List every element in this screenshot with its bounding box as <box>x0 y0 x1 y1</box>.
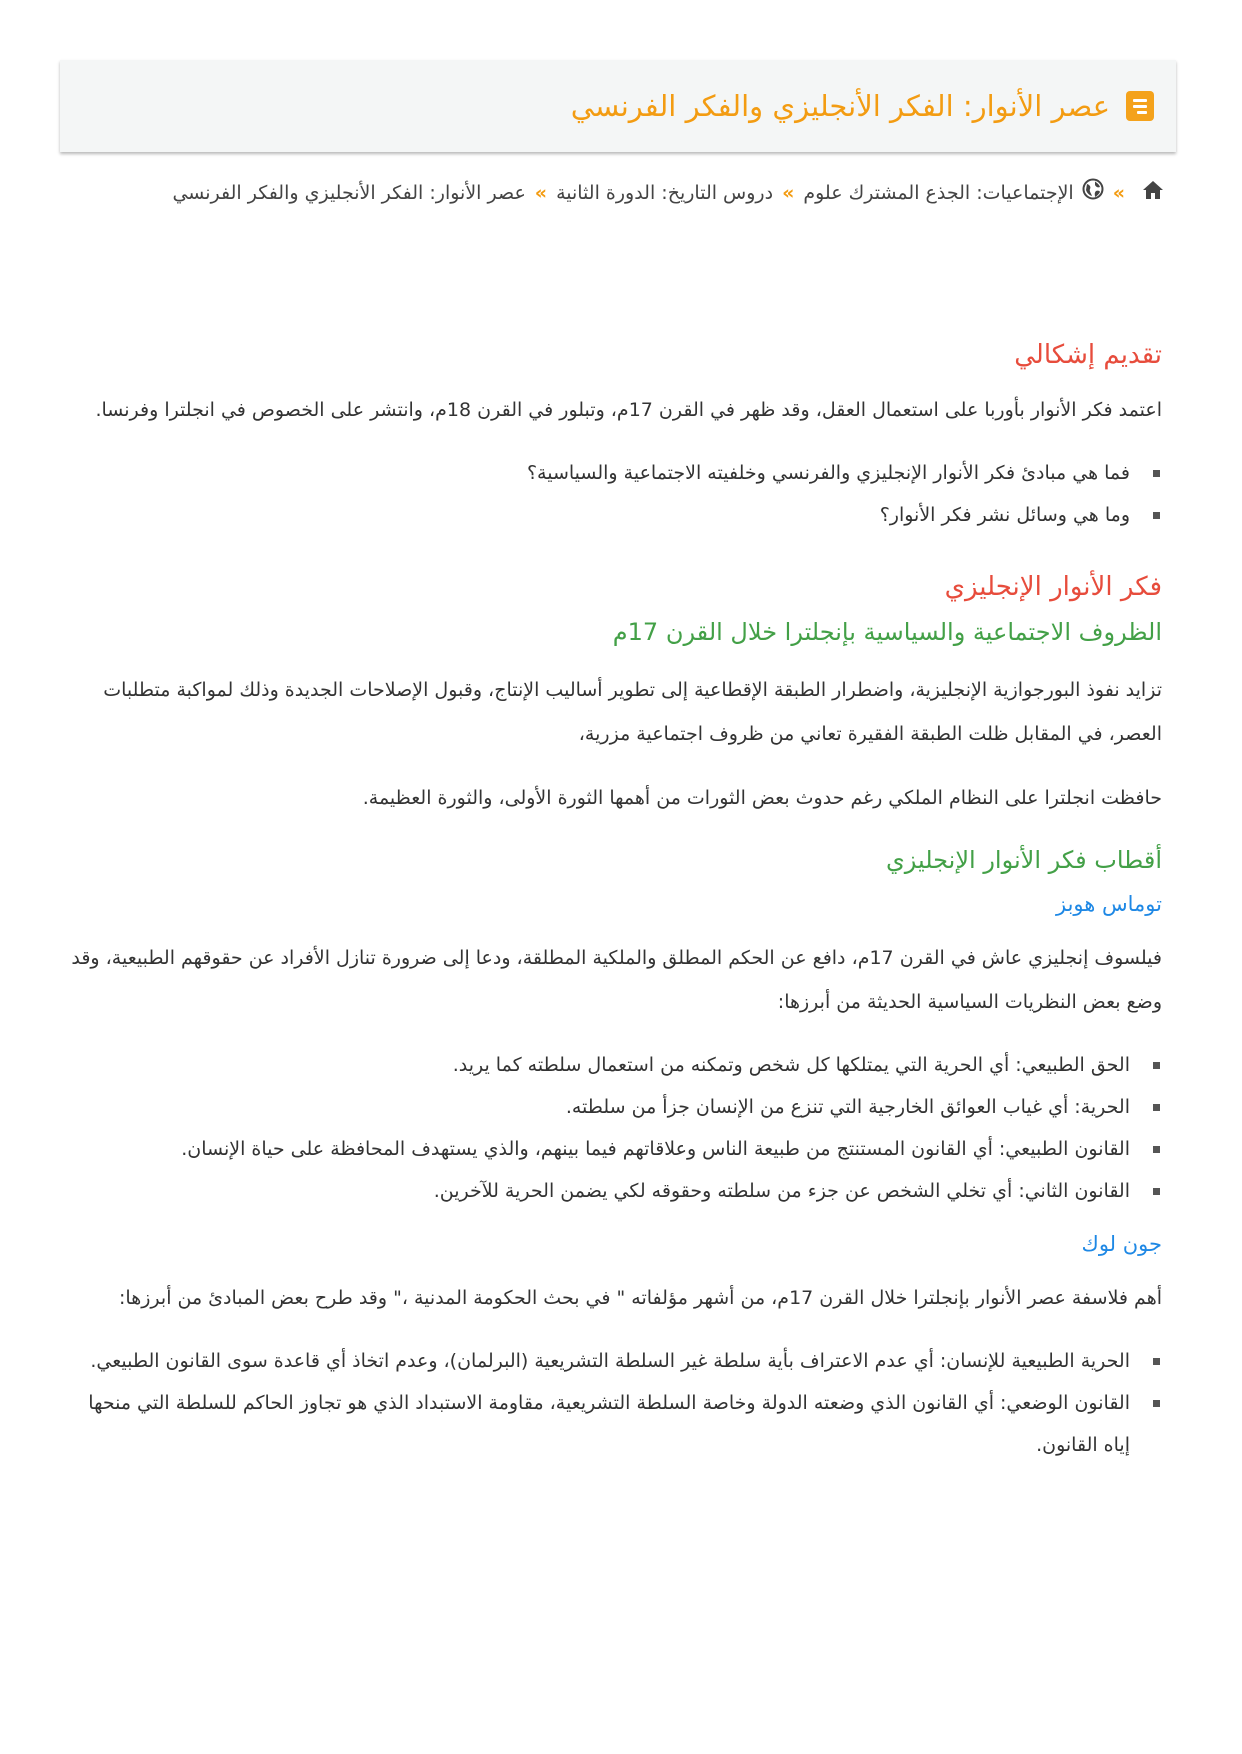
list-item: الحرية: أي غياب العوائق الخارجية التي تنزع من الإنسان جزأ من سلطته. <box>70 1086 1130 1128</box>
english-thought-heading: فكر الأنوار الإنجليزي <box>944 572 1162 602</box>
locke-paragraph: أهم فلاسفة عصر الأنوار بإنجلترا خلال القرن 17م، من أشهر مؤلفاته " في بحث الحكومة المدنية ،" وقد طرح بعض المبادئ من أبرزها: <box>119 1287 1162 1309</box>
intro-questions-list <box>70 452 1162 536</box>
list-item: القانون الطبيعي: أي القانون المستنتج من طبيعة الناس وعلاقاتهم فيما بينهم، والذي يستهدف المحافظة على حياة الإنسان. <box>70 1128 1130 1170</box>
breadcrumb-item-history-lessons[interactable]: دروس التاريخ: الدورة الثانية <box>556 182 774 204</box>
article-content <box>70 332 1162 1466</box>
conditions-heading: الظروف الاجتماعية والسياسية بإنجلترا خلال القرن 17م <box>612 618 1162 646</box>
conditions-paragraph: حافظت انجلترا على النظام الملكي رغم حدوث بعض الثورات من أهمها الثورة الأولى، والثورة العظيمة. <box>362 787 1162 809</box>
breadcrumb-separator: » <box>534 182 548 204</box>
breadcrumb-separator: » <box>1112 182 1125 204</box>
home-icon[interactable] <box>1142 173 1164 215</box>
list-item: القانون الثاني: أي تخلي الشخص عن جزء من سلطته وحقوقه لكي يضمن الحرية للآخرين. <box>70 1170 1130 1212</box>
hobbes-principles-list <box>70 1044 1162 1212</box>
poles-heading: أقطاب فكر الأنوار الإنجليزي <box>885 846 1162 874</box>
list-item: الحق الطبيعي: أي الحرية التي يمتلكها كل شخص وتمكنه من استعمال سلطته كما يريد. <box>70 1044 1130 1086</box>
breadcrumb-item-social-studies[interactable]: الإجتماعيات: الجذع المشترك علوم <box>803 182 1074 204</box>
hobbes-paragraph: فيلسوف إنجليزي عاش في القرن 17م، دافع عن الحكم المطلق والملكية المطلقة، ودعا إلى ضرورة تنازل الأفراد عن حقوقهم الطبيعية، وقد وضع بعض النظريات السياسية الحديثة من أبرزها: <box>71 947 1162 1013</box>
breadcrumb-separator: » <box>782 182 795 204</box>
list-item: فما هي مبادئ فكر الأنوار الإنجليزي والفرنسي وخلفيته الاجتماعية والسياسية؟ <box>70 452 1130 494</box>
locke-heading: جون لوك <box>1081 1232 1162 1256</box>
conditions-paragraph: تزايد نفوذ البورجوازية الإنجليزية، واضطرار الطبقة الإقطاعية إلى تطوير أساليب الإنتاج، وقبول الإصلاحات الجديدة وذلك لمواكبة متطلبات العصر، في المقابل ظلت الطبقة الفقيرة تعاني من ظروف اجتماعية مزرية، <box>103 679 1162 745</box>
hobbes-heading: توماس هوبز <box>1055 892 1162 916</box>
document-icon <box>1126 91 1154 121</box>
page-title-bar <box>60 60 1176 152</box>
page-title: عصر الأنوار: الفكر الأنجليزي والفكر الفرنسي <box>570 89 1110 123</box>
list-item: وما هي وسائل نشر فكر الأنوار؟ <box>70 494 1130 536</box>
intro-paragraph: اعتمد فكر الأنوار بأوربا على استعمال العقل، وقد ظهر في القرن 17م، وتبلور في القرن 18م، وانتشر على الخصوص في انجلترا وفرنسا. <box>95 399 1162 421</box>
locke-principles-list <box>70 1340 1162 1466</box>
intro-heading: تقديم إشكالي <box>1014 340 1162 370</box>
list-item: القانون الوضعي: أي القانون الذي وضعته الدولة وخاصة السلطة التشريعية، مقاومة الاستبداد الذي هو تجاوز الحاكم للسلطة التي منحها إياه القانون. <box>70 1382 1130 1466</box>
breadcrumb-item-current: عصر الأنوار: الفكر الأنجليزي والفكر الفرنسي <box>172 182 526 204</box>
globe-icon <box>1082 173 1104 215</box>
breadcrumb <box>154 172 1164 215</box>
list-item: الحرية الطبيعية للإنسان: أي عدم الاعتراف بأية سلطة غير السلطة التشريعية (البرلمان)، وعدم اتخاذ أي قاعدة سوى القانون الطبيعي. <box>70 1340 1130 1382</box>
